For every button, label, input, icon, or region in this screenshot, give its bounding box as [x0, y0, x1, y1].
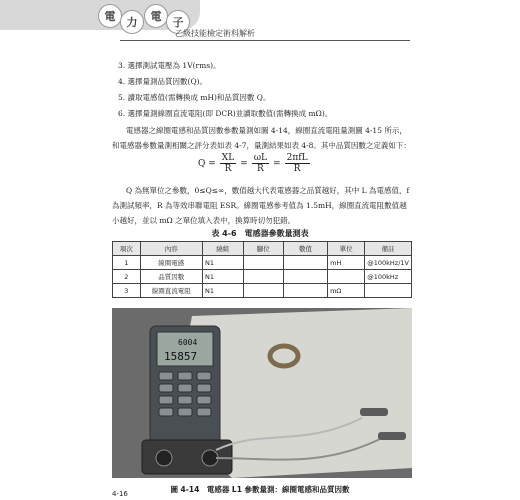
body-paragraph: Q 為無單位之參數，0≤Q≤∞，數值越大代表電感器之品質越好，其中 L 為電感值，f 為測試頻率，R 為等效串聯電阻 ESR。線圈電感參考值為 1.5mH，線圈直流電阻數值越小越好，並以 mΩ 之單位填入表中，換算時切勿犯錯。 — [112, 186, 410, 225]
terminal — [202, 450, 218, 466]
step-item: 3. 選擇測試電壓為 1V(rms)。 — [118, 61, 221, 70]
table-cell: 線圈電感 — [140, 256, 202, 270]
formula-numerator: XL — [221, 153, 235, 163]
table-cell — [328, 270, 365, 284]
display-reading-1: 6004 — [178, 338, 198, 347]
header-divider — [120, 40, 410, 41]
table-cell — [243, 284, 283, 298]
quality-factor-formula — [198, 153, 310, 174]
photo-illustration — [112, 308, 412, 478]
table-cell: @100kHz/1V — [365, 256, 412, 270]
table-header-row — [113, 242, 412, 256]
display-reading-2: 15857 — [164, 350, 198, 363]
column-header: 單位 — [328, 242, 365, 256]
step-item: 6. 選擇量測線圈直流電阻(即 DCR)並讀取數值(需轉換成 mΩ)。 — [118, 109, 333, 118]
table-cell: 2 — [113, 270, 141, 284]
column-header: 繞組 — [202, 242, 243, 256]
table-cell: N1 — [202, 270, 243, 284]
formula-lhs: Q = — [198, 158, 216, 169]
formula-denominator: R — [293, 164, 301, 174]
terminal — [156, 450, 172, 466]
formula-equals: = — [240, 158, 248, 169]
table-row — [113, 270, 412, 284]
formula-numerator: 2πfL — [286, 153, 308, 163]
table-cell: mH — [328, 256, 365, 270]
column-header: 項次 — [113, 242, 141, 256]
alligator-clip — [378, 432, 406, 440]
formula-fraction — [285, 153, 310, 174]
formula-equals: = — [273, 158, 281, 169]
table-cell — [284, 256, 328, 270]
table-cell: @100kHz — [365, 270, 412, 284]
column-header: 內容 — [140, 242, 202, 256]
table-cell: N1 — [202, 284, 243, 298]
header-badge: 電 — [98, 4, 122, 28]
step-item: 5. 讀取電感值(需轉換成 mH)和品質因數 Q。 — [118, 93, 271, 102]
formula-numerator: ωL — [253, 153, 268, 163]
formula-denominator: R — [224, 164, 232, 174]
column-header: 備註 — [365, 242, 412, 256]
table-cell — [365, 284, 412, 298]
formula-fraction — [252, 153, 269, 174]
header-badge: 力 — [120, 10, 144, 34]
table-cell — [243, 270, 283, 284]
formula-denominator: R — [256, 164, 264, 174]
lcr-meter-photo — [112, 308, 412, 478]
step-item: 4. 選擇量測品質因數(Q)。 — [118, 77, 208, 86]
test-fixture — [142, 440, 232, 474]
book-subtitle: 乙級技能檢定術科解析 — [175, 29, 255, 38]
alligator-clip — [360, 408, 388, 416]
table-cell — [284, 270, 328, 284]
column-header: 腳位 — [243, 242, 283, 256]
procedure-steps — [118, 58, 332, 122]
table-caption: 表 4-6 電感器參數量測表 — [211, 229, 309, 238]
table-cell: 3 — [113, 284, 141, 298]
table-row — [113, 284, 412, 298]
header-badge: 子 — [166, 10, 190, 34]
table-cell: 線圈直流電阻 — [140, 284, 202, 298]
table-cell: 1 — [113, 256, 141, 270]
figure-caption: 圖 4-14 電感器 L1 參數量測：線圈電感和品質因數 — [170, 485, 350, 494]
table-cell: N1 — [202, 256, 243, 270]
body-paragraph: 電感器之線圈電感和品質因數參數量測如圖 4-14，線圈直流電阻量測圖 4-15 所示，和電感器參數量測相關之評分表如表 4-7，量測結果如表 4-8。其中品質因數之定義如下： — [112, 126, 411, 150]
page-header — [0, 0, 520, 40]
table-cell: mΩ — [328, 284, 365, 298]
table-cell — [284, 284, 328, 298]
table-cell — [243, 256, 283, 270]
header-badge: 電 — [144, 4, 168, 28]
inductor-parameter-table — [112, 241, 412, 298]
table-cell: 品質因數 — [140, 270, 202, 284]
table-row — [113, 256, 412, 270]
formula-fraction — [220, 153, 236, 174]
column-header: 數值 — [284, 242, 328, 256]
page-number: 4-16 — [112, 490, 128, 498]
